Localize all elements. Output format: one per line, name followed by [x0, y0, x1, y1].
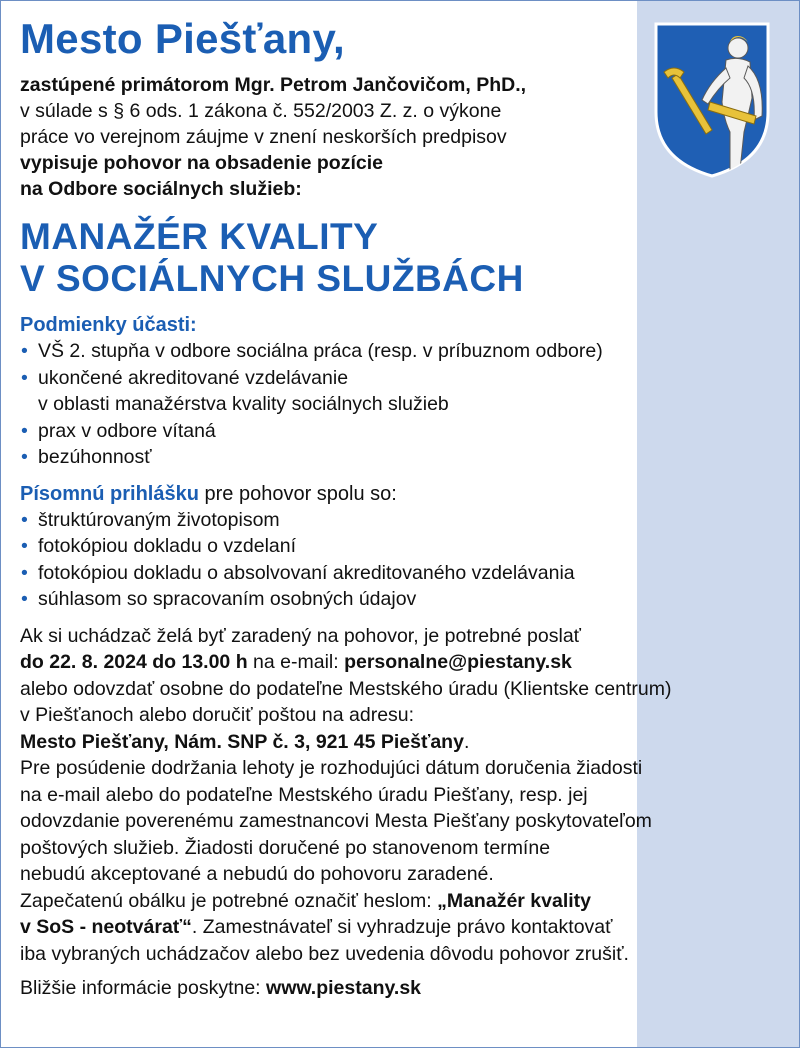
intro-line: v súlade s § 6 ods. 1 zákona č. 552/2003 Z. z. o výkone: [20, 100, 502, 122]
details-line: iba vybraných uchádzačov alebo bez uvedenia dôvodu pohovor zrušiť.: [20, 942, 629, 965]
details-block: [20, 623, 790, 1002]
list-item: • bezúhonnosť: [20, 444, 790, 471]
intro-line: práce vo verejnom záujme v znení neskorších predpisov: [20, 126, 507, 148]
envelope-password: „Manažér kvality: [437, 889, 591, 912]
details-line: alebo odovzdať osobne do podateľne Mestského úradu (Klientske centrum): [20, 677, 672, 700]
conditions-list: [20, 338, 790, 471]
list-item: • VŠ 2. stupňa v odbore sociálna práca (resp. v príbuznom odbore): [20, 338, 790, 365]
details-line: [20, 914, 790, 941]
deadline: do 22. 8. 2024 do 13.00 h: [20, 651, 248, 673]
details-line: odovzdanie poverenému zamestnancovi Mesta Piešťany poskytovateľom: [20, 810, 652, 832]
intro-block: [20, 72, 790, 202]
intro-line: na Odbore sociálnych služieb:: [20, 178, 302, 200]
list-item: • prax v odbore vítaná: [20, 418, 790, 445]
details-line: na e-mail alebo do podateľne Mestského úradu Piešťany, resp. jej: [20, 783, 588, 806]
details-text: na e-mail:: [247, 651, 345, 673]
details-line: Pre posúdenie dodržania lehoty je rozhodujúci dátum doručenia žiadosti: [20, 757, 643, 779]
list-item: • štruktúrovaným životopisom: [20, 507, 790, 534]
list-item-continuation: v oblasti manažérstva kvality sociálnych služieb: [38, 393, 449, 415]
intro-line: zastúpené primátorom Mgr. Petrom Jančovičom, PhD.,: [20, 74, 527, 96]
conditions-heading: Podmienky účasti:: [20, 314, 197, 336]
postal-address: Mesto Piešťany, Nám. SNP č. 3, 921 45 Piešťany: [20, 730, 464, 753]
info-text: Bližšie informácie poskytne:: [20, 977, 267, 999]
details-line: [20, 888, 790, 915]
list-item: • fotokópiou dokladu o vzdelaní: [20, 533, 790, 560]
details-text: . Zamestnávateľ si vyhradzuje právo kontaktovať: [191, 916, 613, 938]
website-link[interactable]: www.piestany.sk: [266, 977, 422, 999]
details-text: .: [463, 730, 470, 753]
details-line: v Piešťanoch alebo doručiť poštou na adresu:: [20, 704, 415, 726]
details-text: Zapečatenú obálku je potrebné označiť heslom:: [20, 889, 438, 912]
details-line: nebudú akceptované a nebudú do pohovoru zaradené.: [20, 863, 494, 885]
position-title: [20, 216, 790, 300]
list-item: • súhlasom so spracovaním osobných údajov: [20, 586, 790, 613]
envelope-password: v SoS - neotvárať“: [20, 916, 192, 938]
application-heading-bold: Písomnú prihlášku: [20, 482, 199, 505]
list-item: • ukončené akreditované vzdelávanie: [20, 365, 790, 392]
details-line: [20, 729, 790, 756]
page-title: Mesto Piešťany,: [20, 15, 345, 62]
position-title-line: V SOCIÁLNYCH SLUŽBÁCH: [20, 258, 524, 299]
info-line: [20, 975, 790, 1002]
details-line: Ak si uchádzač želá byť zaradený na pohovor, je potrebné poslať: [20, 624, 581, 647]
position-title-line: MANAŽÉR KVALITY: [20, 216, 379, 257]
application-heading-rest: pre pohovor spolu so:: [198, 482, 397, 505]
details-line: [20, 649, 790, 676]
list-item: • fotokópiou dokladu o absolvovaní akreditovaného vzdelávania: [20, 560, 790, 587]
email-link[interactable]: personalne@piestany.sk: [344, 651, 572, 673]
intro-line: vypisuje pohovor na obsadenie pozície: [20, 152, 383, 174]
details-line: poštových služieb. Žiadosti doručené po stanovenom termíne: [20, 836, 551, 859]
application-heading: [20, 481, 790, 507]
announcement: [20, 14, 790, 1002]
application-list: [20, 507, 790, 613]
